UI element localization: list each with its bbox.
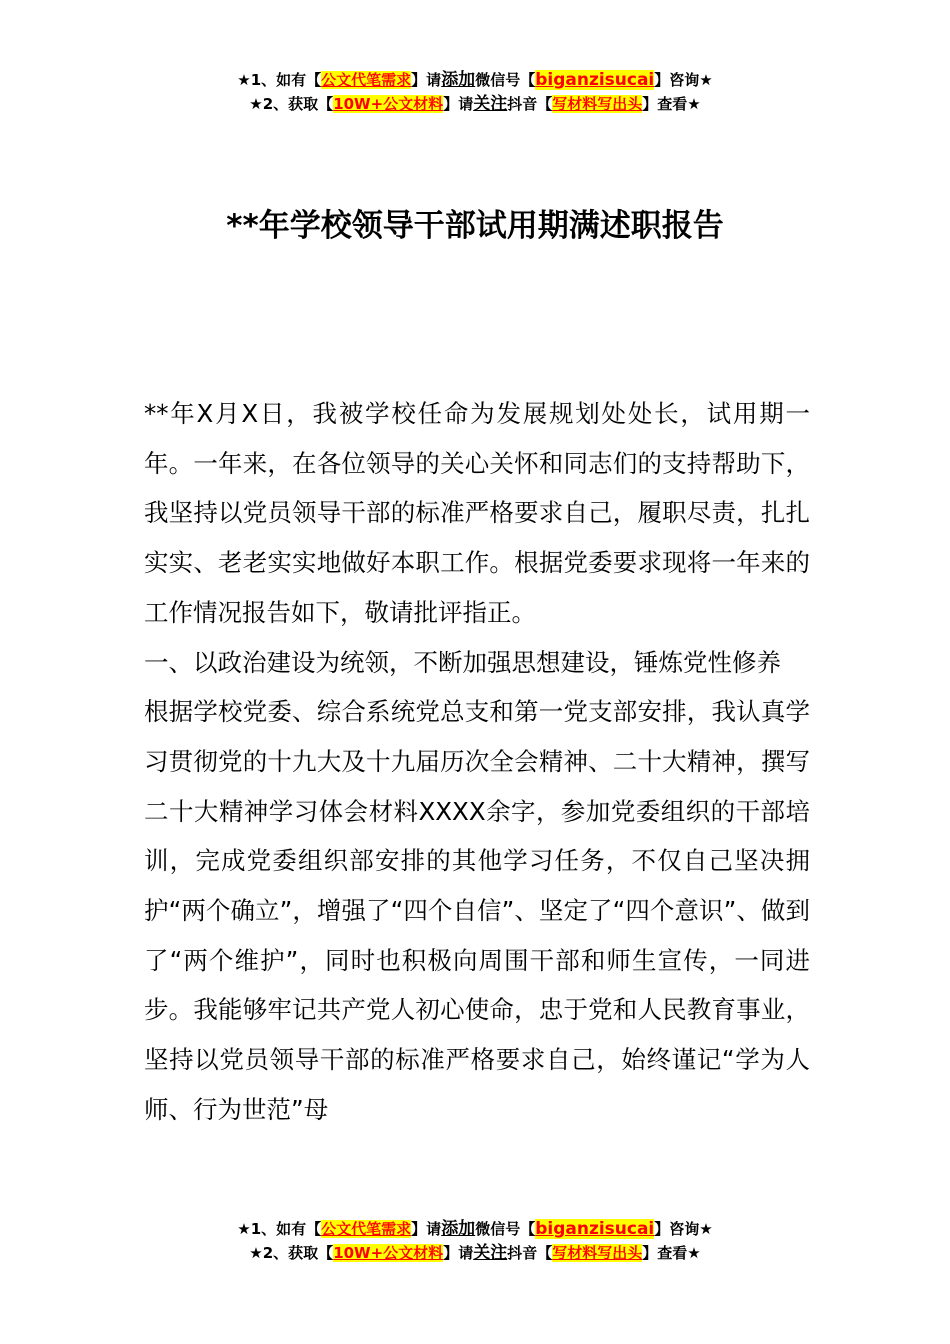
- paragraph-section-1: 根据学校党委、综合系统党总支和第一党支部安排，我认真学习贯彻党的十九大及十九届历次全会精神、二十大精神，撰写二十大精神学习体会材料XXXX余字，参加党委组织的干部培训，完成党委组织部安排的其他学习任务，不仅自己坚决拥护“两个确立”，增强了“四个自信”、坚定了“四个意识”、做到了“两个维护”，同时也积极向周围干部和师生宣传，一同进步。我能够牢记共产党人初心使命，忠于党和人民教育事业，坚持以党员领导干部的标准严格要求自己，始终谨记“学为人师、行为世范”母: [144, 697, 810, 1124]
- promo-line-1: ★1、如有【公文代笔需求】请添加微信号【biganzisucai】咨询★: [237, 70, 713, 90]
- highlight-service: 公文代笔需求: [321, 1220, 412, 1238]
- promo-line-1: ★1、如有【公文代笔需求】请添加微信号【biganzisucai】咨询★: [237, 1219, 713, 1239]
- highlight-wechat-id: biganzisucai: [535, 70, 655, 90]
- highlight-service: 公文代笔需求: [321, 71, 412, 89]
- underlined-add: 添加: [441, 70, 476, 90]
- document-body: [144, 389, 810, 1135]
- section-heading-1: 一、以政治建设为统领，不断加强思想建设，锤炼党性修养: [144, 647, 781, 677]
- highlight-douyin: 写材料写出头: [552, 1244, 643, 1262]
- paragraph-intro: **年X月X日，我被学校任命为发展规划处处长，试用期一年。一年来，在各位领导的关心关怀和同志们的支持帮助下，我坚持以党员领导干部的标准严格要求自己，履职尽责，扎扎实实、老老实实地做好本职工作。根据党委要求现将一年来的工作情况报告如下，敬请批评指正。: [144, 399, 810, 627]
- highlight-douyin: 写材料写出头: [552, 95, 643, 113]
- underlined-add: 添加: [441, 1219, 476, 1239]
- highlight-materials: 10W+公文材料: [333, 1244, 444, 1262]
- promo-line-2: ★2、获取【10W+公文材料】请关注抖音【写材料写出头】查看★: [249, 1243, 701, 1263]
- highlight-wechat-id: biganzisucai: [535, 1219, 655, 1239]
- document-title: **年学校领导干部试用期满述职报告: [226, 208, 724, 244]
- footer-promo-banner: [0, 1217, 950, 1265]
- promo-line-2: ★2、获取【10W+公文材料】请关注抖音【写材料写出头】查看★: [249, 94, 701, 114]
- underlined-follow: 关注: [473, 1243, 508, 1263]
- header-promo-banner: [0, 68, 950, 116]
- underlined-follow: 关注: [473, 94, 508, 114]
- highlight-materials: 10W+公文材料: [333, 95, 444, 113]
